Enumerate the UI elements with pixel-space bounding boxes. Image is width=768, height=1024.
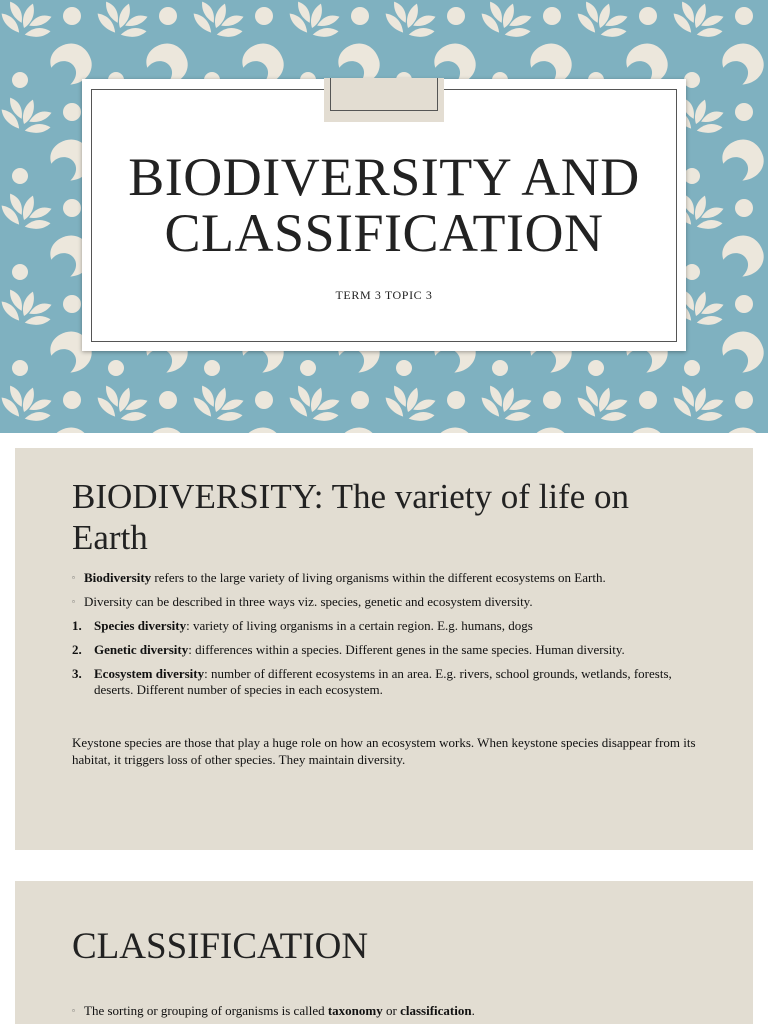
title-tab-border <box>330 78 438 111</box>
biodiversity-list <box>72 570 712 706</box>
bold-term: taxonomy <box>327 1003 383 1018</box>
list-item <box>72 594 712 610</box>
list-item <box>72 570 712 586</box>
main-title-line1: BIODIVERSITY AND <box>128 147 640 207</box>
bullet-marker-icon: ▫ <box>72 573 75 582</box>
bullet-text: or <box>382 1003 401 1018</box>
bold-term: Ecosystem diversity <box>94 666 205 681</box>
item-number: 1. <box>72 618 82 633</box>
bullet-text: . <box>471 1003 475 1018</box>
bold-term: Species diversity <box>94 618 187 633</box>
classification-heading: CLASSIFICATION <box>72 926 369 967</box>
item-text: : variety of living organisms in a certain region. E.g. humans, dogs <box>186 618 533 633</box>
title-slide <box>0 0 768 433</box>
bold-term: Biodiversity <box>84 570 152 585</box>
bullet-text: refers to the large variety of living organisms within the different ecosystems on Earth. <box>151 570 606 585</box>
classification-slide <box>15 881 753 1024</box>
item-number: 2. <box>72 642 82 657</box>
bullet-marker-icon: ▫ <box>72 1006 75 1015</box>
title-tab-decoration <box>324 78 444 122</box>
numbered-item <box>72 666 712 698</box>
item-number: 3. <box>72 666 82 681</box>
keystone-paragraph: Keystone species are those that play a huge role on how an ecosystem works. When keystone species disappear from its habitat, it triggers loss of other species. They maintain diversity. <box>72 735 696 767</box>
bold-term: Genetic diversity <box>94 642 189 657</box>
item-text: : number of different ecosystems in an area. E.g. rivers, school grounds, wetlands, forests, deserts. Different number of species in each ecosystem. <box>94 666 672 697</box>
numbered-item <box>72 642 712 658</box>
bullet-text: Diversity can be described in three ways viz. species, genetic and ecosystem diversity. <box>84 594 533 609</box>
subtitle: TERM 3 TOPIC 3 <box>335 288 433 302</box>
item-text: : differences within a species. Different genes in the same species. Human diversity. <box>188 642 625 657</box>
numbered-item <box>72 618 712 634</box>
main-title <box>82 149 686 261</box>
main-title-line2: CLASSIFICATION <box>164 203 604 263</box>
bullet-marker-icon: ▫ <box>72 597 75 606</box>
bullet-text: The sorting or grouping of organisms is called <box>84 1003 328 1018</box>
list-item <box>72 1003 724 1019</box>
biodiversity-slide <box>15 448 753 850</box>
biodiversity-heading: BIODIVERSITY: The variety of life on Earth <box>72 477 629 557</box>
title-card <box>82 79 686 351</box>
bold-term: classification <box>400 1003 472 1018</box>
